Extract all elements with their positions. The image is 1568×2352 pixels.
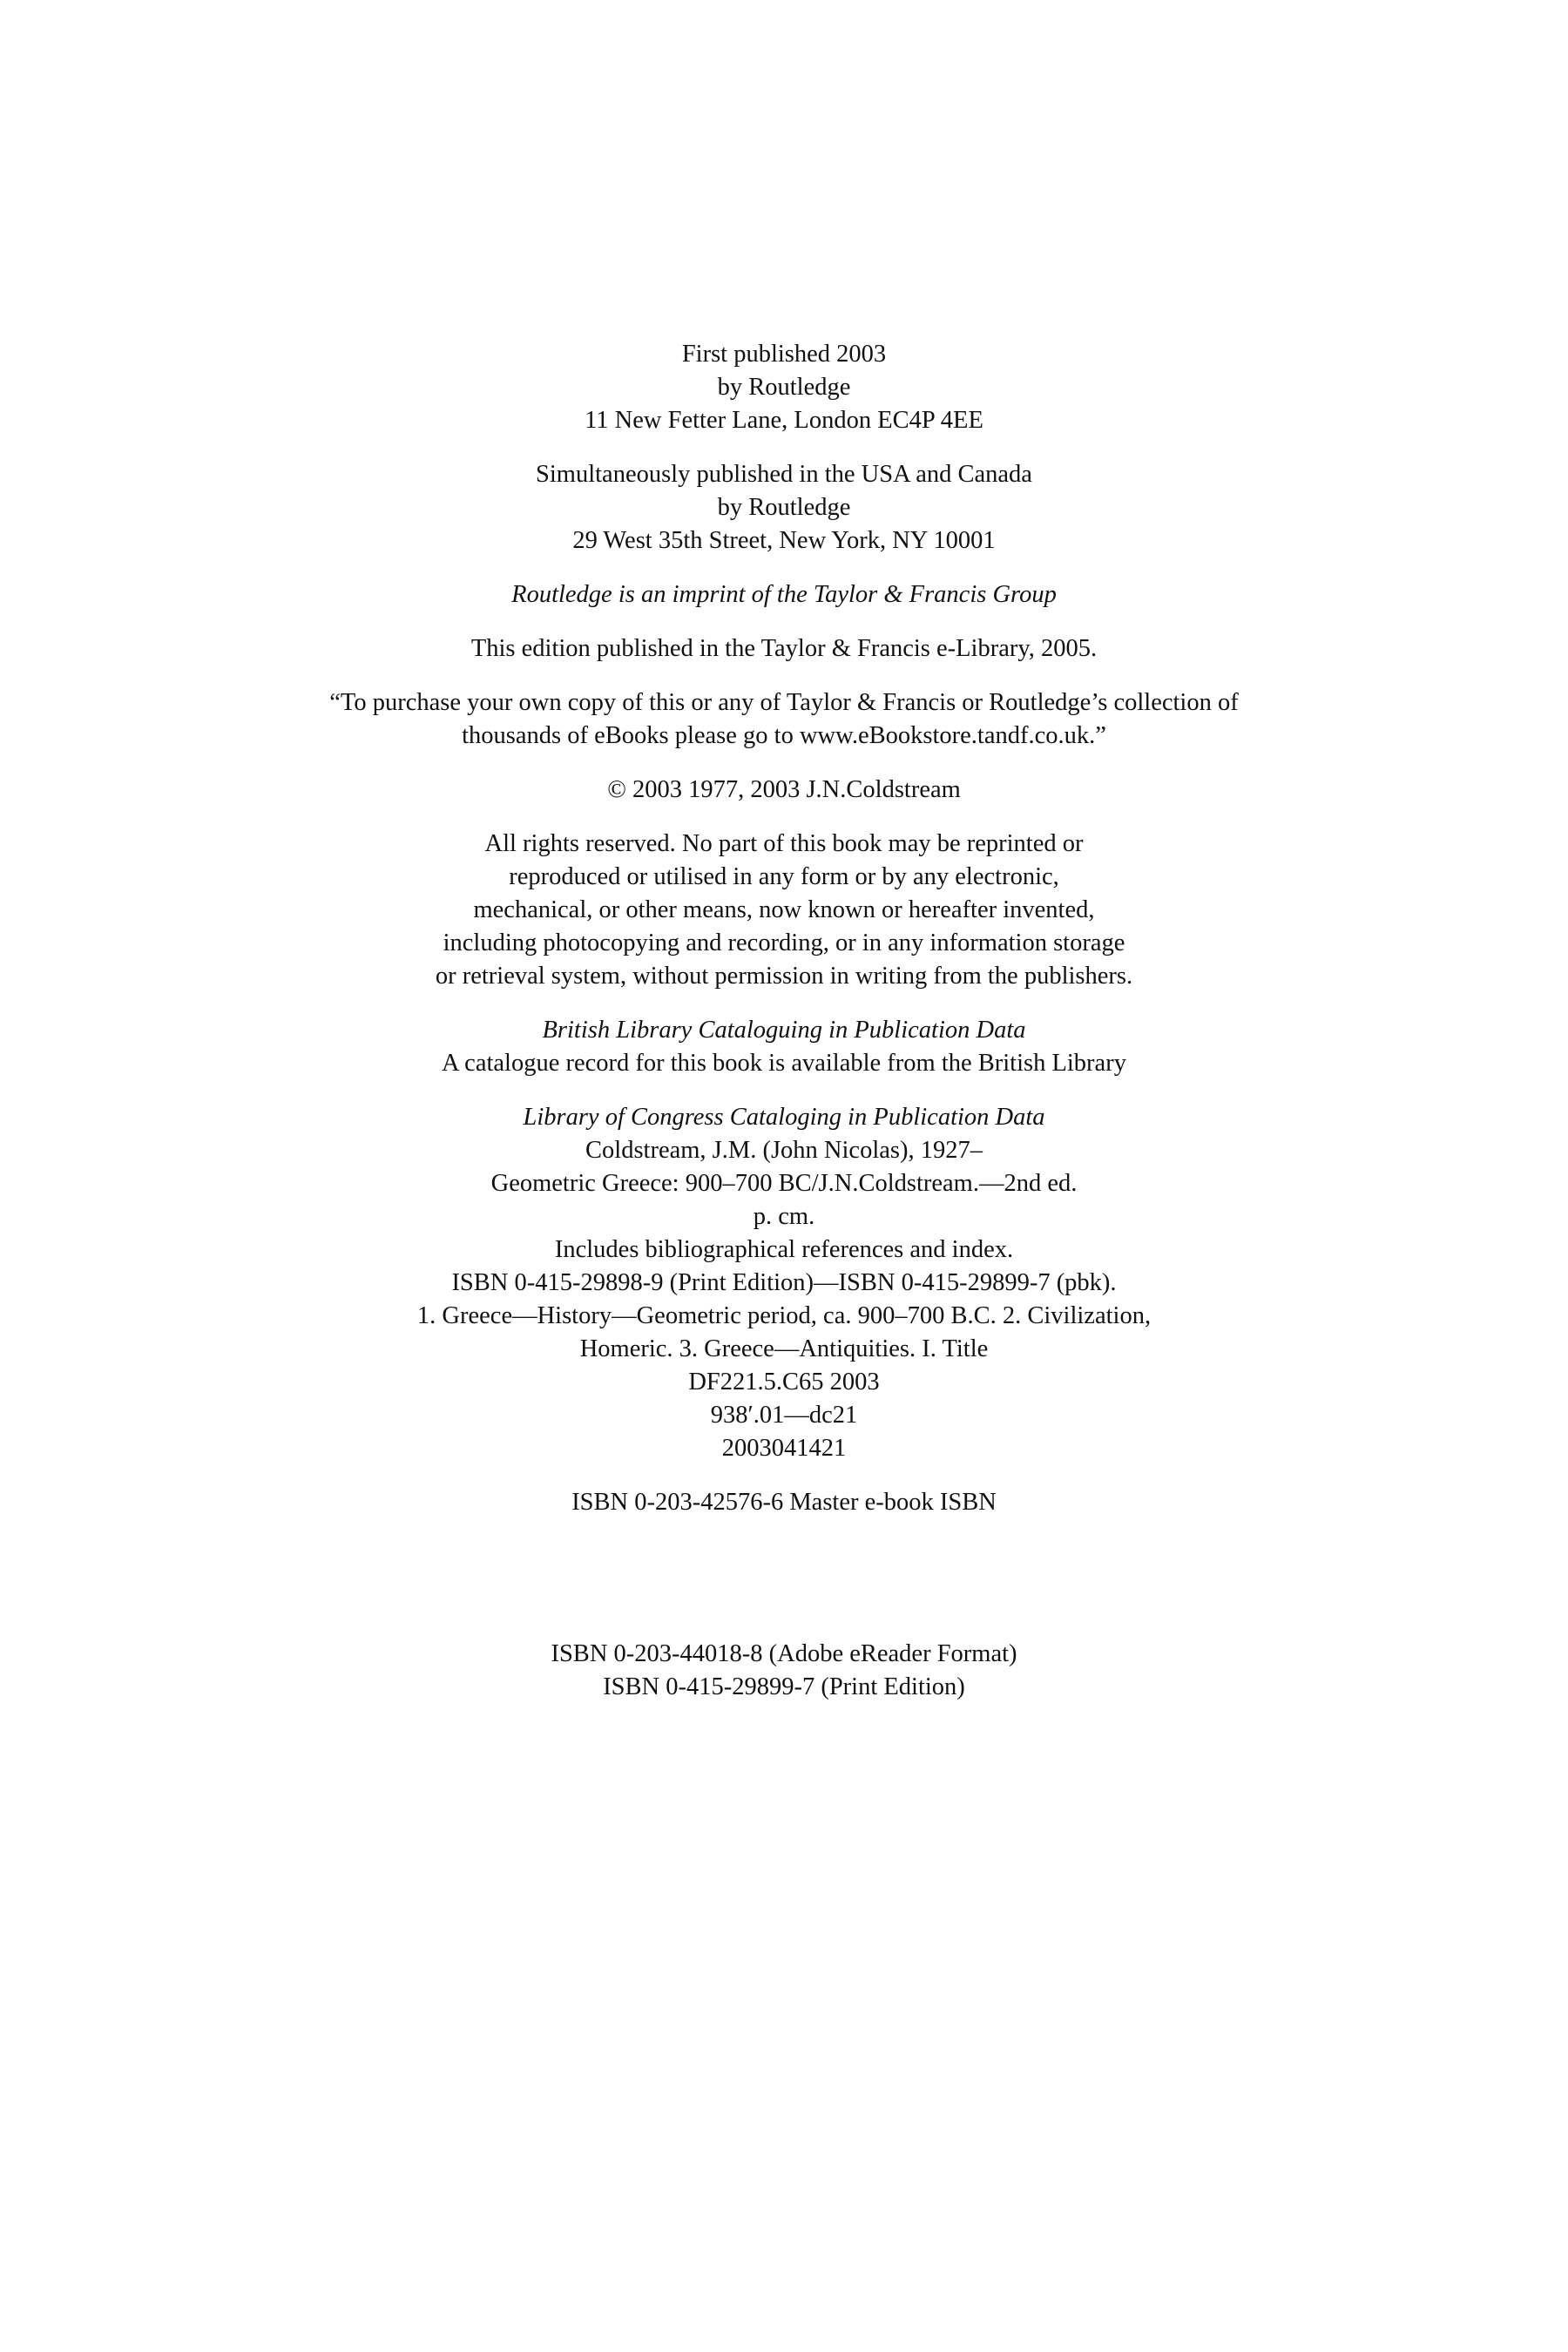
cataloging-line: 1. Greece—History—Geometric period, ca. 900–700 B.C. 2. Civilization, [416, 1302, 1152, 1329]
uk-address-line: 11 New Fetter Lane, London EC4P 4EE [585, 407, 983, 434]
rights-line: including photocopying and recording, or in any information storage [443, 929, 1125, 956]
copyright-page-content [174, 338, 1394, 1725]
rights-line: All rights reserved. No part of this book may be reprinted or [484, 830, 1084, 857]
elibrary-block [174, 632, 1394, 666]
us-address-line: 29 West 35th Street, New York, NY 10001 [572, 527, 996, 554]
british-library-text: A catalogue record for this book is available from the British Library [442, 1050, 1126, 1077]
rights-line: reproduced or utilised in any form or by any electronic, [509, 863, 1059, 890]
copyright-line: © 2003 1977, 2003 J.N.Coldstream [607, 776, 961, 803]
cataloging-line: DF221.5.C65 2003 [688, 1369, 880, 1396]
copyright-block [174, 774, 1394, 807]
us-publisher-line: by Routledge [717, 494, 851, 521]
cataloging-line: p. cm. [753, 1203, 815, 1230]
master-isbn-block [174, 1486, 1394, 1519]
simultaneous-publication-line: Simultaneously published in the USA and Canada [536, 461, 1032, 488]
master-isbn-line: ISBN 0-203-42576-6 Master e-book ISBN [571, 1489, 997, 1516]
british-library-heading: British Library Cataloguing in Publication Data [542, 1017, 1026, 1044]
purchase-note-line: “To purchase your own copy of this or any of Taylor & Francis or Routledge’s collection of [329, 689, 1239, 716]
imprint-block [174, 578, 1394, 612]
first-published-line: First published 2003 [681, 341, 887, 368]
cataloging-line: Includes bibliographical references and index. [554, 1236, 1014, 1263]
purchase-block [174, 686, 1394, 753]
publisher-line: by Routledge [717, 374, 851, 401]
rights-line: mechanical, or other means, now known or hereafter invented, [473, 896, 1095, 923]
format-isbn-line: ISBN 0-203-44018-8 (Adobe eReader Format) [551, 1640, 1017, 1667]
imprint-note: Routledge is an imprint of the Taylor & Francis Group [511, 581, 1057, 608]
cataloging-line: ISBN 0-415-29898-9 (Print Edition)—ISBN 0-415-29899-7 (pbk). [451, 1269, 1117, 1296]
elibrary-edition-line: This edition published in the Taylor & Francis e-Library, 2005. [470, 635, 1098, 662]
rights-block [174, 828, 1394, 993]
cataloging-line: 938′.01—dc21 [710, 1402, 858, 1429]
publication-block [174, 338, 1394, 437]
british-library-block [174, 1014, 1394, 1080]
purchase-note-line: thousands of eBooks please go to www.eBookstore.tandf.co.uk.” [462, 722, 1106, 749]
cataloging-line: Coldstream, J.M. (John Nicolas), 1927– [585, 1137, 983, 1164]
format-isbn-line: ISBN 0-415-29899-7 (Print Edition) [603, 1673, 965, 1700]
cataloging-line: Geometric Greece: 900–700 BC/J.N.Coldstream.—2nd ed. [490, 1170, 1078, 1197]
spacer [174, 1540, 1394, 1638]
library-of-congress-heading: Library of Congress Cataloging in Publication Data [523, 1104, 1045, 1131]
usa-canada-block [174, 458, 1394, 558]
cataloging-line: Homeric. 3. Greece—Antiquities. I. Title [579, 1335, 989, 1362]
cataloging-line: 2003041421 [721, 1435, 847, 1462]
rights-line: or retrieval system, without permission in writing from the publishers. [435, 963, 1133, 990]
library-of-congress-block [174, 1101, 1394, 1465]
format-isbn-block [174, 1638, 1394, 1704]
